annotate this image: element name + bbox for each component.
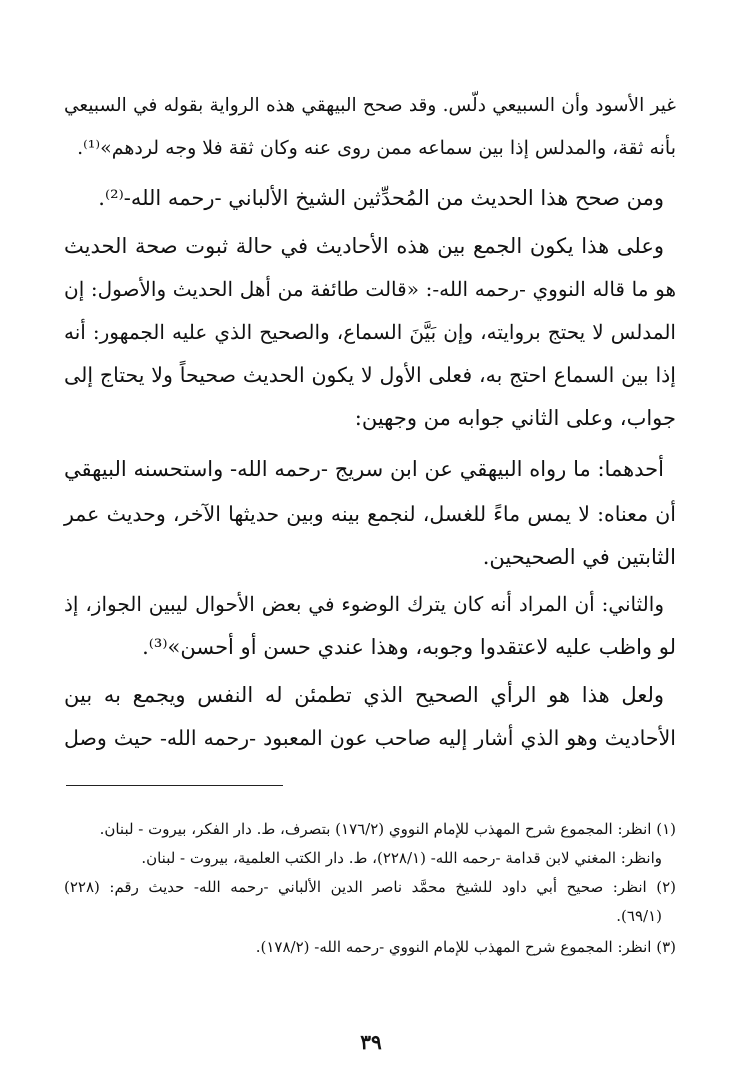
body-line-11: الثابتين في الصحيحين.: [482, 545, 676, 569]
footnote-2: (٢) انظر: صحيح أبي داود للشيخ محمَّد ناصر الدين الألباني -رحمه الله- حديث رقم: (٢٢٨): [64, 878, 676, 896]
body-line-10: أن معناه: لا يمس ماءً للغسل، لنجمع بينه وبين حديثها الآخر، وحديث عمر: [64, 502, 676, 526]
body-line-4: وعلى هذا يكون الجمع بين هذه الأحاديث في حالة ثبوت صحة الحديث: [64, 234, 664, 258]
body-line-15: الأحاديث وهو الذي أشار إليه صاحب عون المعبود -رحمه الله- حيث وصل: [64, 726, 676, 750]
footnote-separator: [66, 785, 283, 786]
body-line-3: ومن صحح هذا الحديث من المُحدِّثين الشيخ الألباني -رحمه الله-⁽²⁾.: [98, 186, 664, 210]
body-line-8: جواب، وعلى الثاني جوابه من وجهين:: [354, 406, 676, 430]
footnote-2-continued: (٦٩/١).: [616, 907, 662, 925]
body-line-9: أحدهما: ما رواه البيهقي عن ابن سريج -رحمه الله- واستحسنه البيهقي: [64, 457, 664, 481]
footnote-3: (٣) انظر: المجموع شرح المهذب للإمام النووي -رحمه الله- (١٧٨/٢).: [255, 938, 676, 956]
body-line-6: المدلس لا يحتج بروايته، وإن بَيَّنَ السماع، والصحيح الذي عليه الجمهور: أنه: [64, 320, 676, 344]
body-line-14: ولعل هذا هو الرأي الصحيح الذي تطمئن له النفس ويجمع به بين: [64, 683, 664, 707]
body-line-5: هو ما قاله النووي -رحمه الله-: «قالت طائفة من أهل الحديث والأصول: إن: [64, 277, 676, 301]
body-line-13: لو واظب عليه لاعتقدوا وجوبه، وهذا عندي حسن أو أحسن»⁽³⁾.: [142, 635, 676, 659]
body-line-2: بأنه ثقة، والمدلس إذا بين سماعه ممن روى عنه وكان ثقة فلا وجه لردهم»⁽¹⁾.: [77, 137, 676, 159]
body-line-12: والثاني: أن المراد أنه كان يترك الوضوء في بعض الأحوال ليبين الجواز، إذ: [64, 592, 664, 616]
footnote-1-continued: وانظر: المغني لابن قدامة -رحمه الله- (٢٢٨/١)، ط. دار الكتب العلمية، بيروت - لبنان.: [141, 849, 662, 867]
page-number: ٣٩: [360, 1030, 382, 1054]
footnote-1: (١) انظر: المجموع شرح المهذب للإمام النووي (١٧٦/٢) بتصرف، ط. دار الفكر، بيروت - لبنان.: [99, 820, 676, 838]
body-line-7: إذا بين السماع احتج به، فعلى الأول لا يكون الحديث صحيحاً ولا يحتاج إلى: [64, 363, 676, 387]
body-line-1: غير الأسود وأن السبيعي دلّس. وقد صحح البيهقي هذه الرواية بقوله في السبيعي: [64, 95, 676, 116]
